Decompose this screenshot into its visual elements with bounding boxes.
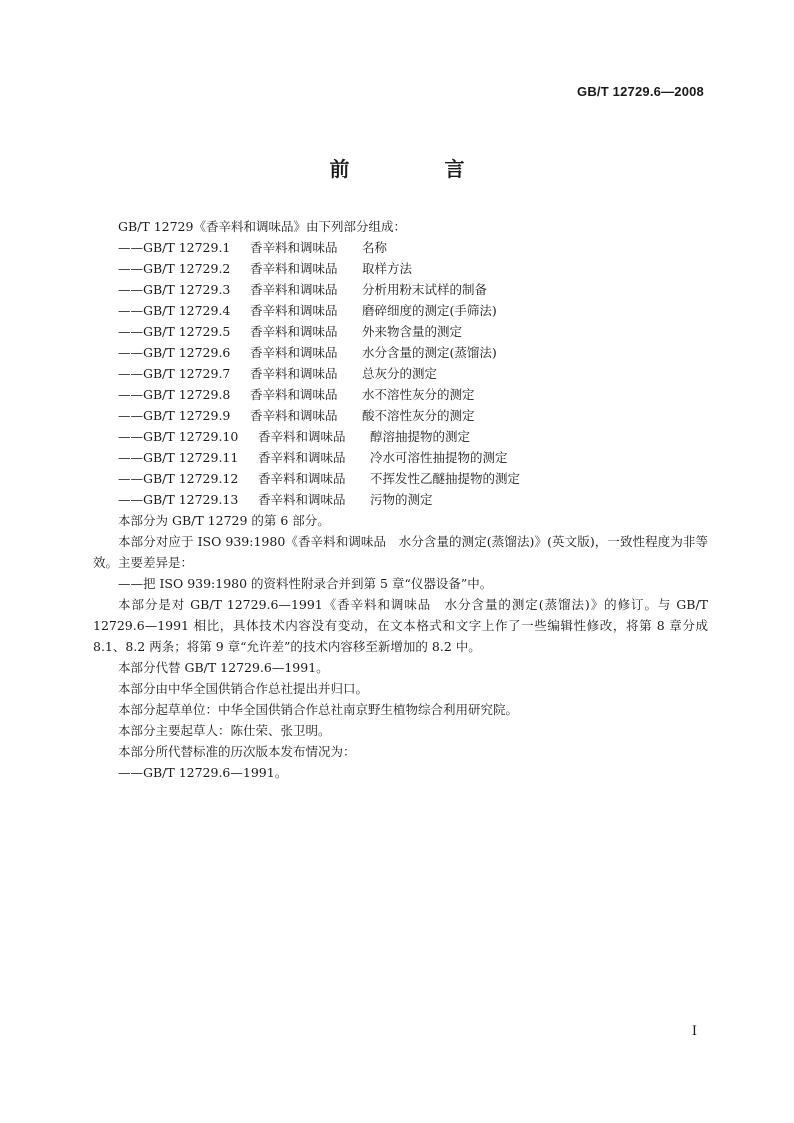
paragraph-proposer: 本部分由中华全国供销合作总社提出并归口。 [118, 681, 369, 696]
part-category: 香辛料和调味品 [258, 492, 346, 507]
part-code: ——GB/T 12729.13 [118, 492, 239, 507]
part-code: ——GB/T 12729.2 [118, 261, 231, 276]
part-category: 香辛料和调味品 [258, 471, 346, 486]
part-code: ——GB/T 12729.12 [118, 471, 239, 486]
part-name: 水分含量的测定(蒸馏法) [362, 345, 497, 360]
part-category: 香辛料和调味品 [250, 366, 338, 381]
part-code: ——GB/T 12729.8 [118, 387, 231, 402]
part-code: ——GB/T 12729.4 [118, 303, 231, 318]
part-name: 污物的测定 [370, 492, 433, 507]
list-item [118, 363, 708, 384]
part-code: ——GB/T 12729.10 [118, 429, 239, 444]
part-category: 香辛料和调味品 [250, 408, 338, 423]
part-name: 取样方法 [362, 261, 413, 276]
paragraph-history-item: ——GB/T 12729.6—1991。 [118, 765, 288, 780]
list-item [118, 321, 708, 342]
part-category: 香辛料和调味品 [250, 303, 338, 318]
paragraph-drafting-unit: 本部分起草单位：中华全国供销合作总社南京野生植物综合利用研究院。 [118, 702, 519, 717]
list-item [118, 342, 708, 363]
part-category: 香辛料和调味品 [250, 345, 338, 360]
page-title: 前 言 [329, 157, 509, 181]
part-category: 香辛料和调味品 [258, 450, 346, 465]
part-code: ——GB/T 12729.3 [118, 282, 231, 297]
standard-code-header: GB/T 12729.6—2008 [577, 84, 704, 99]
part-code: ——GB/T 12729.9 [118, 408, 231, 423]
paragraph-iso-correspondence: 本部分对应于 ISO 939:1980《香辛料和调味品 水分含量的测定(蒸馏法)》(英文版)，一致性程度为非等效。主要差异是： [93, 534, 708, 570]
list-item [118, 426, 708, 447]
part-category: 香辛料和调味品 [250, 240, 338, 255]
list-item [118, 468, 708, 489]
list-item [118, 405, 708, 426]
part-code: ——GB/T 12729.1 [118, 240, 231, 255]
part-name: 外来物含量的测定 [362, 324, 463, 339]
part-code: ——GB/T 12729.6 [118, 345, 231, 360]
parts-list [118, 237, 708, 510]
part-category: 香辛料和调味品 [250, 261, 338, 276]
page-number: I [691, 1024, 697, 1039]
foreword-body [93, 216, 708, 783]
part-name: 醇溶抽提物的测定 [370, 429, 471, 444]
list-item [118, 384, 708, 405]
part-name: 冷水可溶性抽提物的测定 [370, 450, 508, 465]
paragraph-revision: 本部分是对 GB/T 12729.6—1991《香辛料和调味品 水分含量的测定(蒸馏法)》的修订。与 GB/T 12729.6—1991 相比，具体技术内容没有变动，在文本格式和文字上作了一些编辑性修改，将第 8 章分成 8.1、8.2 两条；将第 9 章“允许差”的技术内容移至新增加的 8.2 中。 [93, 597, 708, 654]
part-name: 名称 [362, 240, 388, 255]
list-item [118, 489, 708, 510]
paragraph-drafters: 本部分主要起草人：陈仕荣、张卫明。 [118, 723, 331, 738]
part-code: ——GB/T 12729.11 [118, 450, 239, 465]
part-name: 磨碎细度的测定(手筛法) [362, 303, 497, 318]
part-category: 香辛料和调味品 [258, 429, 346, 444]
part-category: 香辛料和调味品 [250, 324, 338, 339]
intro-line: GB/T 12729《香辛料和调味品》由下列部分组成： [118, 219, 406, 234]
part-code: ——GB/T 12729.5 [118, 324, 231, 339]
list-item [118, 237, 708, 258]
paragraph-difference: ——把 ISO 939:1980 的资料性附录合并到第 5 章“仪器设备”中。 [118, 576, 493, 591]
part-name: 总灰分的测定 [362, 366, 438, 381]
list-item [118, 300, 708, 321]
part-category: 香辛料和调味品 [250, 387, 338, 402]
paragraph-replaces: 本部分代替 GB/T 12729.6—1991。 [118, 660, 329, 675]
paragraph-history-intro: 本部分所代替标准的历次版本发布情况为： [118, 744, 356, 759]
part-name: 分析用粉末试样的制备 [362, 282, 488, 297]
list-item [118, 279, 708, 300]
part-code: ——GB/T 12729.7 [118, 366, 231, 381]
list-item [118, 447, 708, 468]
part-name: 水不溶性灰分的测定 [362, 387, 475, 402]
part-name: 酸不溶性灰分的测定 [362, 408, 475, 423]
paragraph-part-number: 本部分为 GB/T 12729 的第 6 部分。 [118, 513, 330, 528]
list-item [118, 258, 708, 279]
part-name: 不挥发性乙醚抽提物的测定 [370, 471, 521, 486]
part-category: 香辛料和调味品 [250, 282, 338, 297]
